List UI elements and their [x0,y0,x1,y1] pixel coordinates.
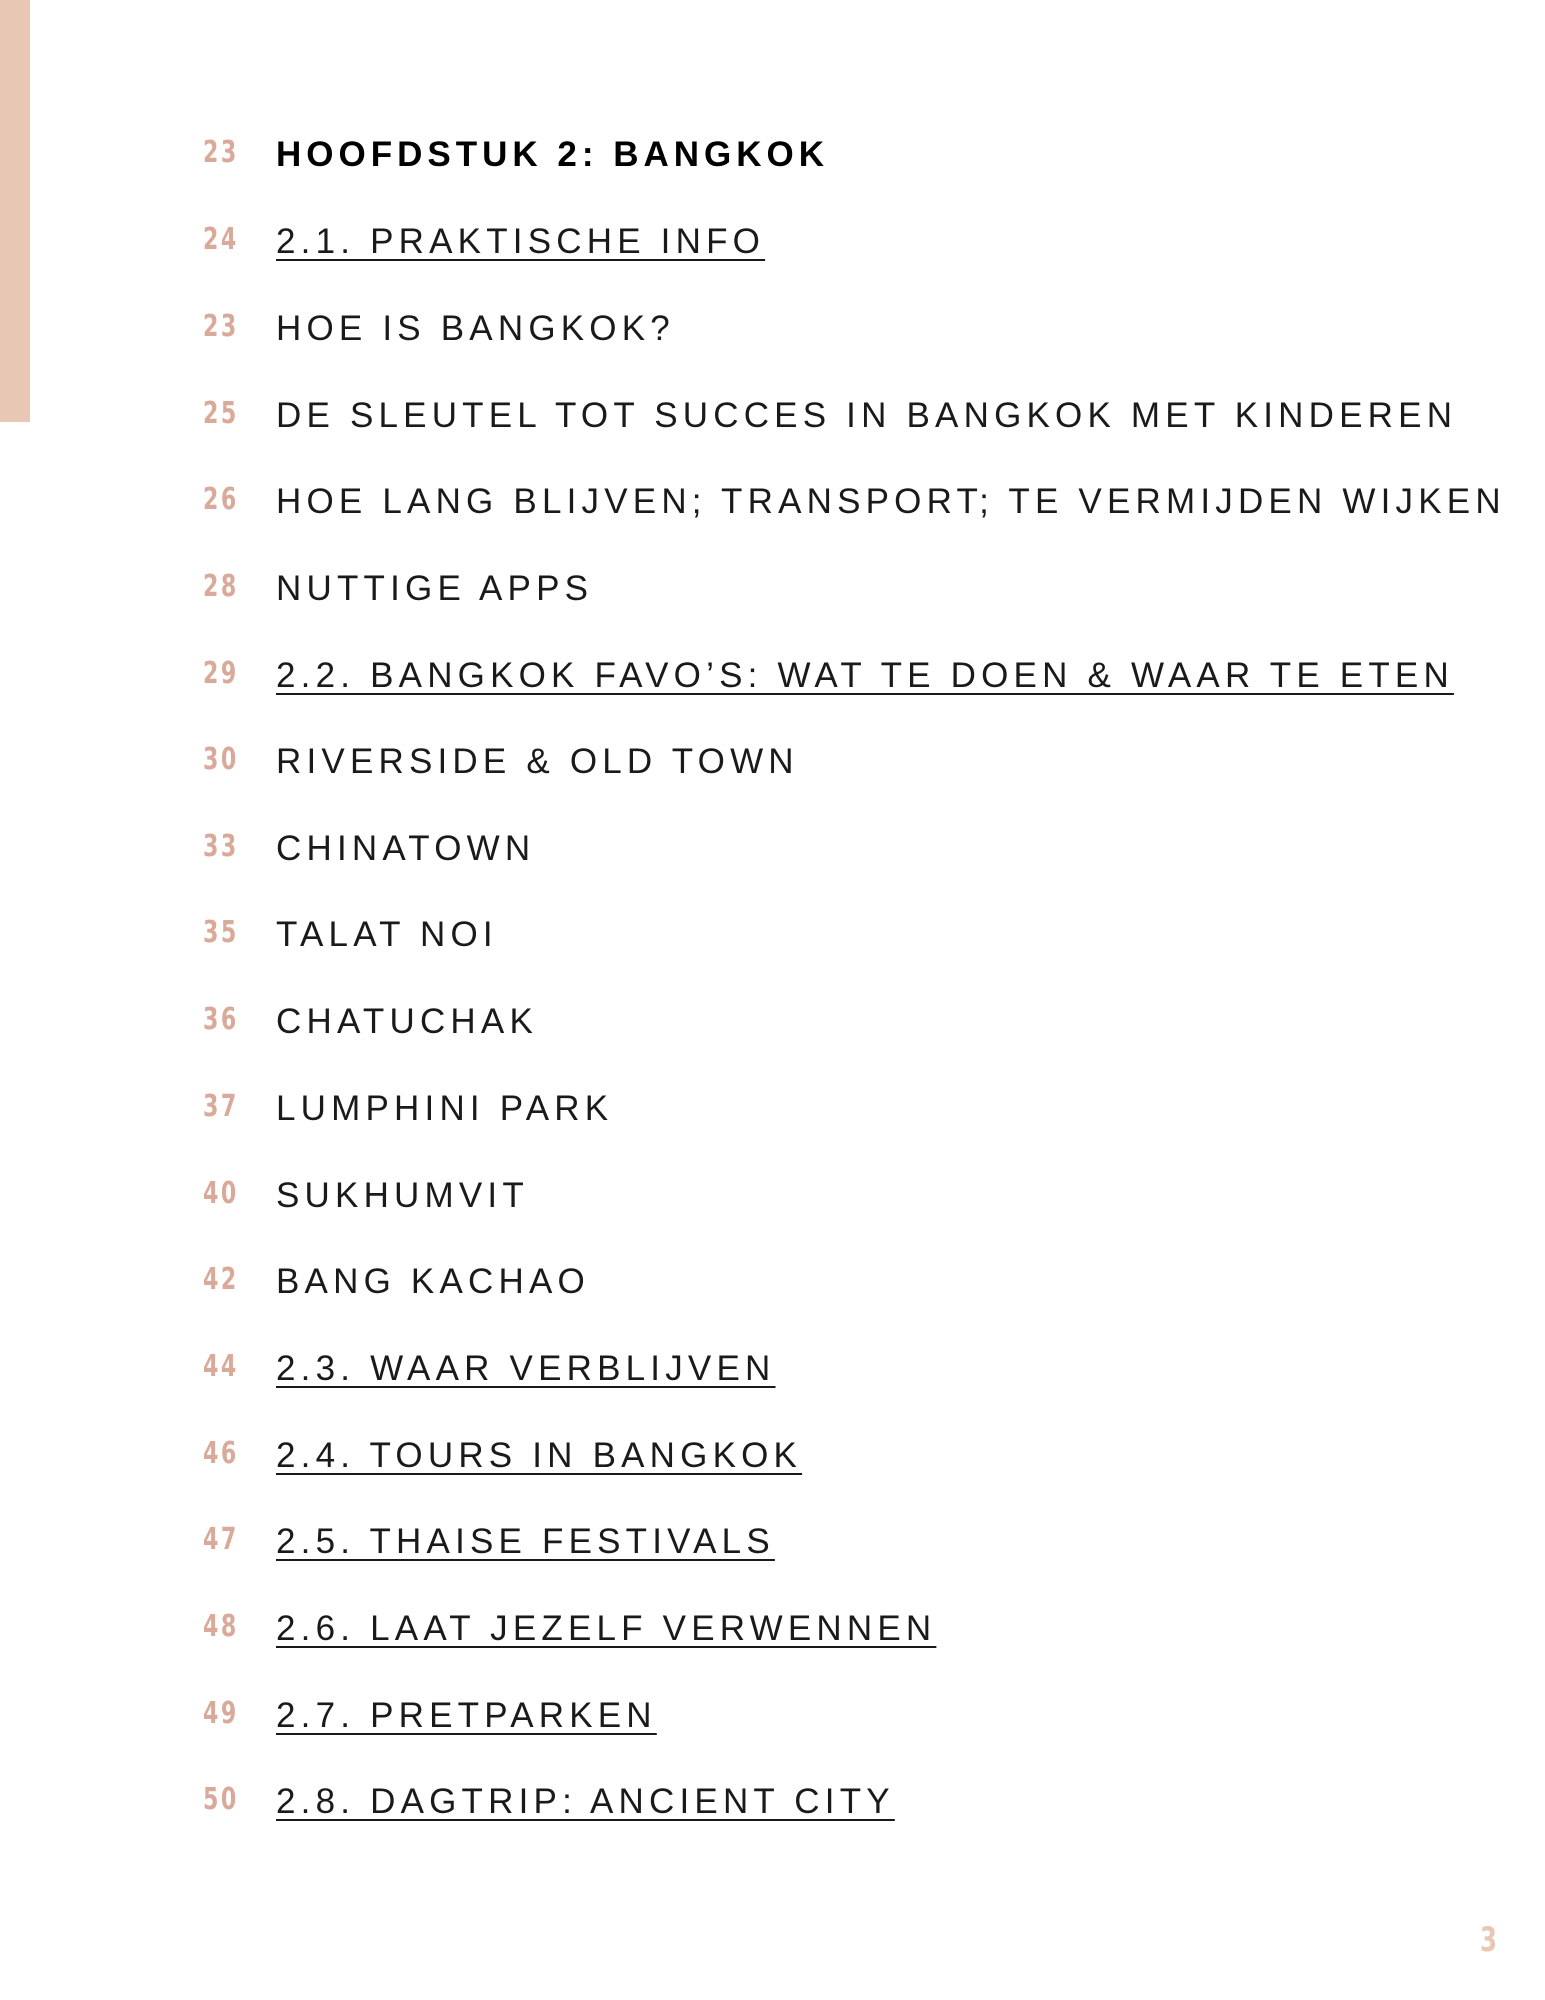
toc-section-link[interactable]: 2.3. WAAR VERBLIJVEN [276,1349,776,1388]
toc-page-number: 47 [203,1522,239,1557]
toc-item-title: CHINATOWN [276,829,536,868]
toc-row [0,394,1545,454]
toc-row [0,913,1545,973]
toc-item-title: BANG KACHAO [276,1262,590,1301]
toc-row [0,1087,1545,1147]
toc-row [0,1260,1545,1320]
toc-page-number: 25 [203,396,239,431]
toc-row [0,480,1545,540]
toc-item-title: CHATUCHAK [276,1002,538,1041]
toc-item-title: SUKHUMVIT [276,1176,529,1215]
toc-item-title: LUMPHINI PARK [276,1089,614,1128]
toc-item-title: HOE IS BANGKOK? [276,309,675,348]
toc-row [0,1174,1545,1234]
toc-item-title: RIVERSIDE & OLD TOWN [276,742,799,781]
toc-page-number: 36 [203,1002,239,1037]
toc-page-number: 23 [203,135,239,170]
toc-page-number: 50 [203,1782,239,1817]
toc-page-number: 23 [203,309,239,344]
toc-row [0,1000,1545,1060]
toc-chapter-title: HOOFDSTUK 2: BANGKOK [276,135,830,174]
toc-page-number: 28 [203,569,239,604]
toc-row [0,307,1545,367]
toc-row[interactable] [0,1520,1545,1580]
toc-item-title: HOE LANG BLIJVEN; TRANSPORT; TE VERMIJDEN WIJKEN [276,482,1506,521]
toc-page-number: 26 [203,482,239,517]
toc-row[interactable] [0,654,1545,714]
toc-item-title: DE SLEUTEL TOT SUCCES IN BANGKOK MET KINDEREN [276,396,1458,435]
toc-page-number: 37 [203,1089,239,1124]
toc-section-link[interactable]: 2.2. BANGKOK FAVO’S: WAT TE DOEN & WAAR TE ETEN [276,656,1454,695]
toc-page-number: 42 [203,1262,239,1297]
toc-item-title: TALAT NOI [276,915,498,954]
toc-section-link[interactable]: 2.1. PRAKTISCHE INFO [276,222,766,261]
toc-row[interactable] [0,1434,1545,1494]
toc-row-chapter [0,133,1545,193]
toc-row[interactable] [0,1780,1545,1840]
toc-row[interactable] [0,220,1545,280]
toc-section-link[interactable]: 2.8. DAGTRIP: ANCIENT CITY [276,1782,895,1821]
toc-page-number: 35 [203,915,239,950]
toc-page-number: 48 [203,1609,239,1644]
toc-section-link[interactable]: 2.6. LAAT JEZELF VERWENNEN [276,1609,937,1648]
toc-section-link[interactable]: 2.4. TOURS IN BANGKOK [276,1436,803,1475]
toc-row[interactable] [0,1347,1545,1407]
toc-page-number: 40 [203,1176,239,1211]
toc-row [0,827,1545,887]
toc-page-number: 29 [203,656,239,691]
toc-page-number: 46 [203,1436,239,1471]
toc-section-link[interactable]: 2.7. PRETPARKEN [276,1696,657,1735]
toc-page-number: 44 [203,1349,239,1384]
page-number: 3 [1480,1920,1498,1960]
toc-page-number: 30 [203,742,239,777]
toc-page-number: 33 [203,829,239,864]
toc-row [0,567,1545,627]
toc-section-link[interactable]: 2.5. THAISE FESTIVALS [276,1522,775,1561]
toc-page-number: 24 [203,222,239,257]
toc-page-number: 49 [203,1696,239,1731]
toc-item-title: NUTTIGE APPS [276,569,594,608]
toc-row[interactable] [0,1694,1545,1754]
toc-row[interactable] [0,1607,1545,1667]
toc-row [0,740,1545,800]
